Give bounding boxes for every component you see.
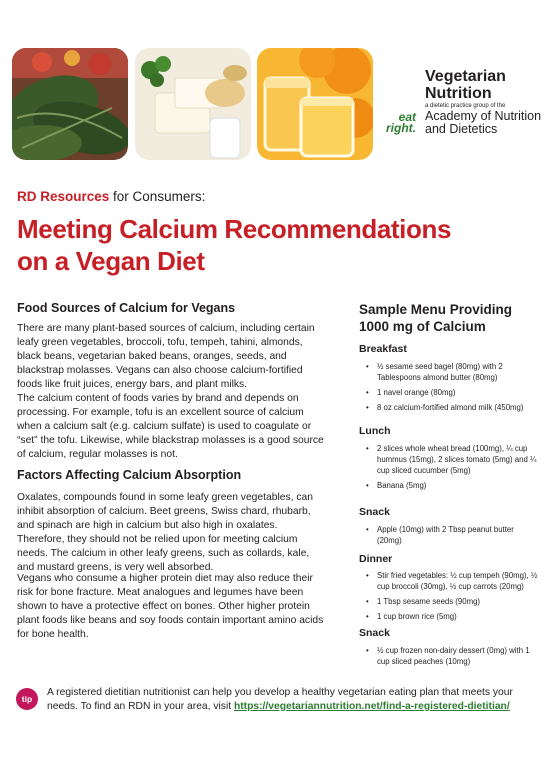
oranges-photo (257, 48, 373, 160)
list-item: • 8 oz calcium-fortified almond milk (450mg) (359, 402, 539, 413)
logo-academy-line1: Academy of Nutrition (425, 109, 542, 123)
kicker (17, 189, 205, 204)
menu-lunch-heading: Lunch (359, 425, 391, 437)
list-item: • 2 slices whole wheat bread (100mg), ¼ cup hummus (15mg), 2 slices tomato (5mg) and ¼ cup sliced cucumber (5mg) (359, 443, 539, 476)
menu-title-line1: Sample Menu Providing (359, 302, 513, 317)
section2-heading: Factors Affecting Calcium Absorption (17, 468, 242, 482)
list-item: • Stir fried vegetables: ½ cup tempeh (90mg), ½ cup broccoli (30mg), ½ cup carrots (20mg) (359, 570, 539, 592)
logo-academy (425, 110, 541, 136)
logo-name-line1: Vegetarian (425, 68, 506, 85)
menu-dinner (359, 553, 539, 626)
list-item: • ½ cup frozen non-dairy dessert (0mg) with 1 cup sliced peaches (10mg) (359, 645, 539, 667)
section1-heading: Food Sources of Calcium for Vegans (17, 301, 236, 315)
tip-badge: tip (16, 688, 38, 710)
menu-breakfast (359, 343, 539, 417)
section2-paragraph1: Oxalates, compounds found in some leafy green vegetables, can inhibit absorption of calcium. Beet greens, Swiss chard, rhubarb, and spinach are high in calcium but also high in oxalates. Therefore, they should not be relied upon for meeting calcium needs. The calcium in other leafy greens, such as collards, kale, and mustard greens, is very well absorbed. (17, 492, 313, 573)
logo-name (425, 68, 506, 102)
list-item: • 1 Tbsp sesame seeds (90mg) (359, 596, 539, 607)
tofu-photo (135, 48, 251, 160)
page-title (17, 213, 487, 277)
page-title-line1: Meeting Calcium Recommendations (17, 214, 452, 244)
section2-paragraph2: Vegans who consume a higher protein diet may also reduce their risk for bone fracture. Meat analogues and legumes have been shown to have a protective effect on bones. Other higher protein plant foods like beans and soy foods contain important amino acids for bone health. (17, 573, 324, 640)
menu-breakfast-heading: Breakfast (359, 343, 407, 355)
menu-title-line2: 1000 mg of Calcium (359, 319, 486, 334)
menu-snack1 (359, 506, 539, 550)
eat-right-logo (386, 112, 416, 134)
section1-paragraph1: There are many plant-based sources of calcium, including certain leafy green vegetables, broccoli, tofu, tempeh, tahini, almonds, black beans, vegetarian baked beans, oranges, seeds, and blackstrap molasses. Vegans can also choose calcium-fortified foods like fruit juices, energy bars, and plant milks. (17, 323, 315, 390)
kicker-rest: for Consumers: (109, 189, 206, 204)
list-item: • Banana (5mg) (359, 480, 539, 491)
logo-subline: a dietetic practice group of the (425, 103, 506, 109)
tip-text (47, 686, 527, 714)
list-item: • 1 navel orange (80mg) (359, 387, 539, 398)
menu-snack2 (359, 627, 539, 671)
list-item: • ½ sesame seed bagel (80mg) with 2 Tablespoons almond butter (80mg) (359, 361, 539, 383)
menu-title (359, 301, 539, 335)
eat-right-logo-right: right. (386, 121, 416, 135)
list-item: • Apple (10mg) with 2 Tbsp peanut butter (20mg) (359, 524, 539, 546)
menu-lunch (359, 425, 539, 495)
logo-academy-line2: and Dietetics (425, 122, 498, 136)
eat-right-logo-eat: eat (398, 110, 416, 124)
menu-snack2-heading: Snack (359, 627, 390, 639)
menu-dinner-heading: Dinner (359, 553, 393, 565)
kale-photo (12, 48, 128, 160)
tip-body: A registered dietitian nutritionist can help you develop a healthy vegetarian eating plan that meets your needs. To find an RDN in your area, visit (47, 687, 513, 712)
section1-paragraph2: The calcium content of foods varies by brand and depends on processing. For example, tofu is an excellent source of calcium when a calcium salt (e.g. calcium sulfate) is used to coagulate or “set” the tofu. Likewise, while blackstrap molasses is a good source of calcium, regular molasses is not. (17, 393, 324, 460)
list-item: • 1 cup brown rice (5mg) (359, 611, 539, 622)
page-title-line2: on a Vegan Diet (17, 246, 205, 276)
kicker-bold: RD Resources (17, 189, 110, 204)
rdn-finder-link[interactable]: https://vegetariannutrition.net/find-a-registered-dietitian/ (233, 701, 510, 712)
menu-snack1-heading: Snack (359, 506, 390, 518)
logo-name-line2: Nutrition (425, 85, 492, 102)
